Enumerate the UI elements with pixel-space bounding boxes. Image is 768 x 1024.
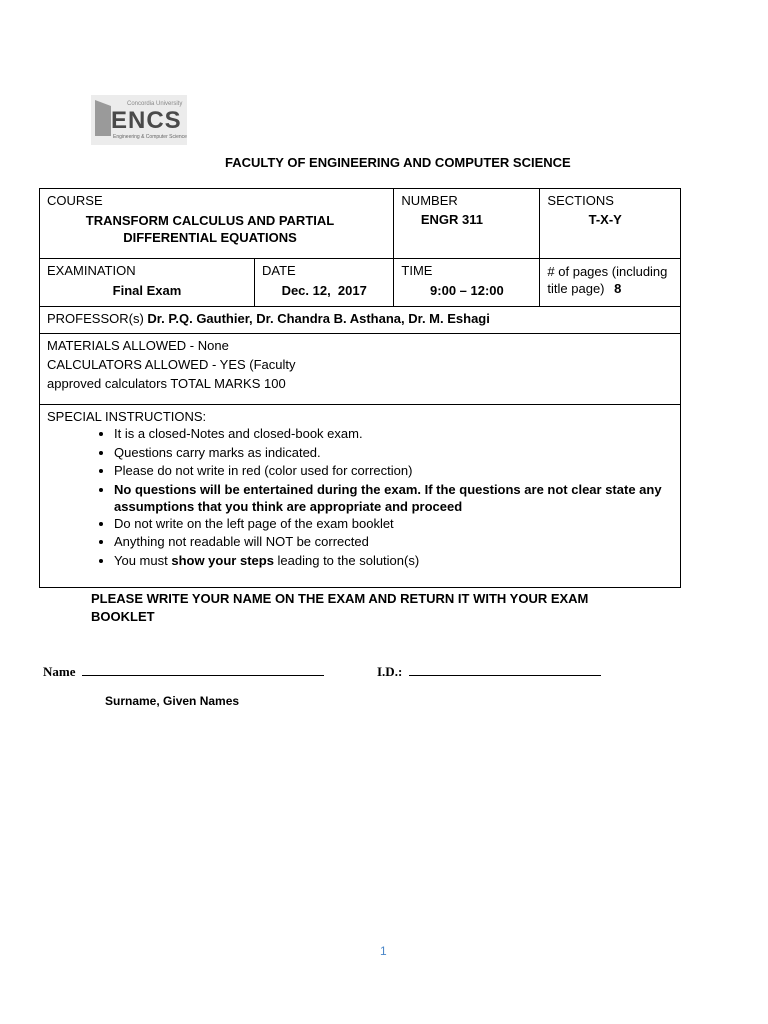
- materials-line-1: MATERIALS ALLOWED - None: [47, 338, 229, 353]
- materials-cell: [40, 334, 681, 405]
- instructions-label: SPECIAL INSTRUCTIONS:: [47, 409, 207, 424]
- instruction-item: • Anything not readable will NOT be corrected: [114, 533, 673, 552]
- logo-subtitle: Engineering & Computer Science: [113, 134, 187, 140]
- professor-cell: [40, 307, 681, 334]
- return-note: PLEASE WRITE YOUR NAME ON THE EXAM AND RETURN IT WITH YOUR EXAM BOOKLET: [91, 591, 589, 624]
- pages-label: # of pages (including title page): [547, 264, 668, 296]
- name-underline[interactable]: [82, 665, 324, 676]
- materials-line-2: CALCULATORS ALLOWED - YES (Faculty: [47, 357, 296, 372]
- instruction-emphasis: show your steps: [171, 552, 274, 568]
- faculty-heading: FACULTY OF ENGINEERING AND COMPUTER SCIENCE: [225, 155, 571, 170]
- id-field: [377, 664, 601, 680]
- course-cell: [40, 189, 394, 259]
- id-underline[interactable]: [409, 665, 601, 676]
- number-cell: [394, 189, 540, 259]
- instruction-item: • It is a closed-Notes and closed-book exam.: [114, 425, 673, 444]
- name-label: Name: [43, 664, 76, 679]
- pages-value: 8: [614, 281, 622, 296]
- sections-value: T-X-Y: [588, 212, 622, 227]
- sections-label: SECTIONS: [547, 193, 614, 208]
- instruction-text: You must: [114, 552, 172, 568]
- date-label: DATE: [262, 263, 296, 278]
- time-label: TIME: [401, 263, 433, 278]
- name-field: [43, 664, 324, 680]
- logo-university: Concordia University: [127, 101, 183, 107]
- pages-cell: [540, 259, 681, 307]
- encs-logo: [91, 95, 187, 145]
- professor-value: Dr. P.Q. Gauthier, Dr. Chandra B. Asthana, Dr. M. Eshagi: [147, 311, 490, 326]
- instruction-item: • Please do not write in red (color used for correction): [114, 462, 673, 481]
- instruction-item: [114, 552, 673, 571]
- sections-cell: [540, 189, 681, 259]
- time-cell: [394, 259, 540, 307]
- date-cell: [255, 259, 394, 307]
- name-sublabel: Surname, Given Names: [105, 694, 240, 708]
- id-label: I.D.:: [377, 664, 403, 679]
- instructions-cell: [40, 405, 681, 588]
- page-number: 1: [380, 944, 387, 958]
- logo-name: ENCS: [111, 107, 182, 134]
- instruction-item: • No questions will be entertained during the exam. If the questions are not clear state any assumptions that you think are appropriate and proceed: [114, 481, 673, 515]
- instructions-list: [47, 425, 673, 570]
- instruction-text: leading to the solution(s): [273, 552, 420, 568]
- examination-value: Final Exam: [112, 283, 182, 298]
- examination-label: EXAMINATION: [47, 263, 136, 278]
- examination-cell: [40, 259, 255, 307]
- exam-info-table: [39, 188, 681, 588]
- instruction-item: • Questions carry marks as indicated.: [114, 444, 673, 463]
- time-value: 9:00 – 12:00: [430, 283, 504, 298]
- number-label: NUMBER: [401, 193, 458, 208]
- professor-label: PROFESSOR(s): [47, 311, 144, 326]
- course-title: TRANSFORM CALCULUS AND PARTIAL DIFFERENTIAL EQUATIONS: [85, 213, 335, 245]
- course-label: COURSE: [47, 193, 103, 208]
- materials-line-3: approved calculators TOTAL MARKS 100: [47, 376, 286, 391]
- instruction-item: • Do not write on the left page of the exam booklet: [114, 515, 673, 534]
- date-value: Dec. 12, 2017: [281, 283, 367, 298]
- number-value: ENGR 311: [420, 212, 483, 227]
